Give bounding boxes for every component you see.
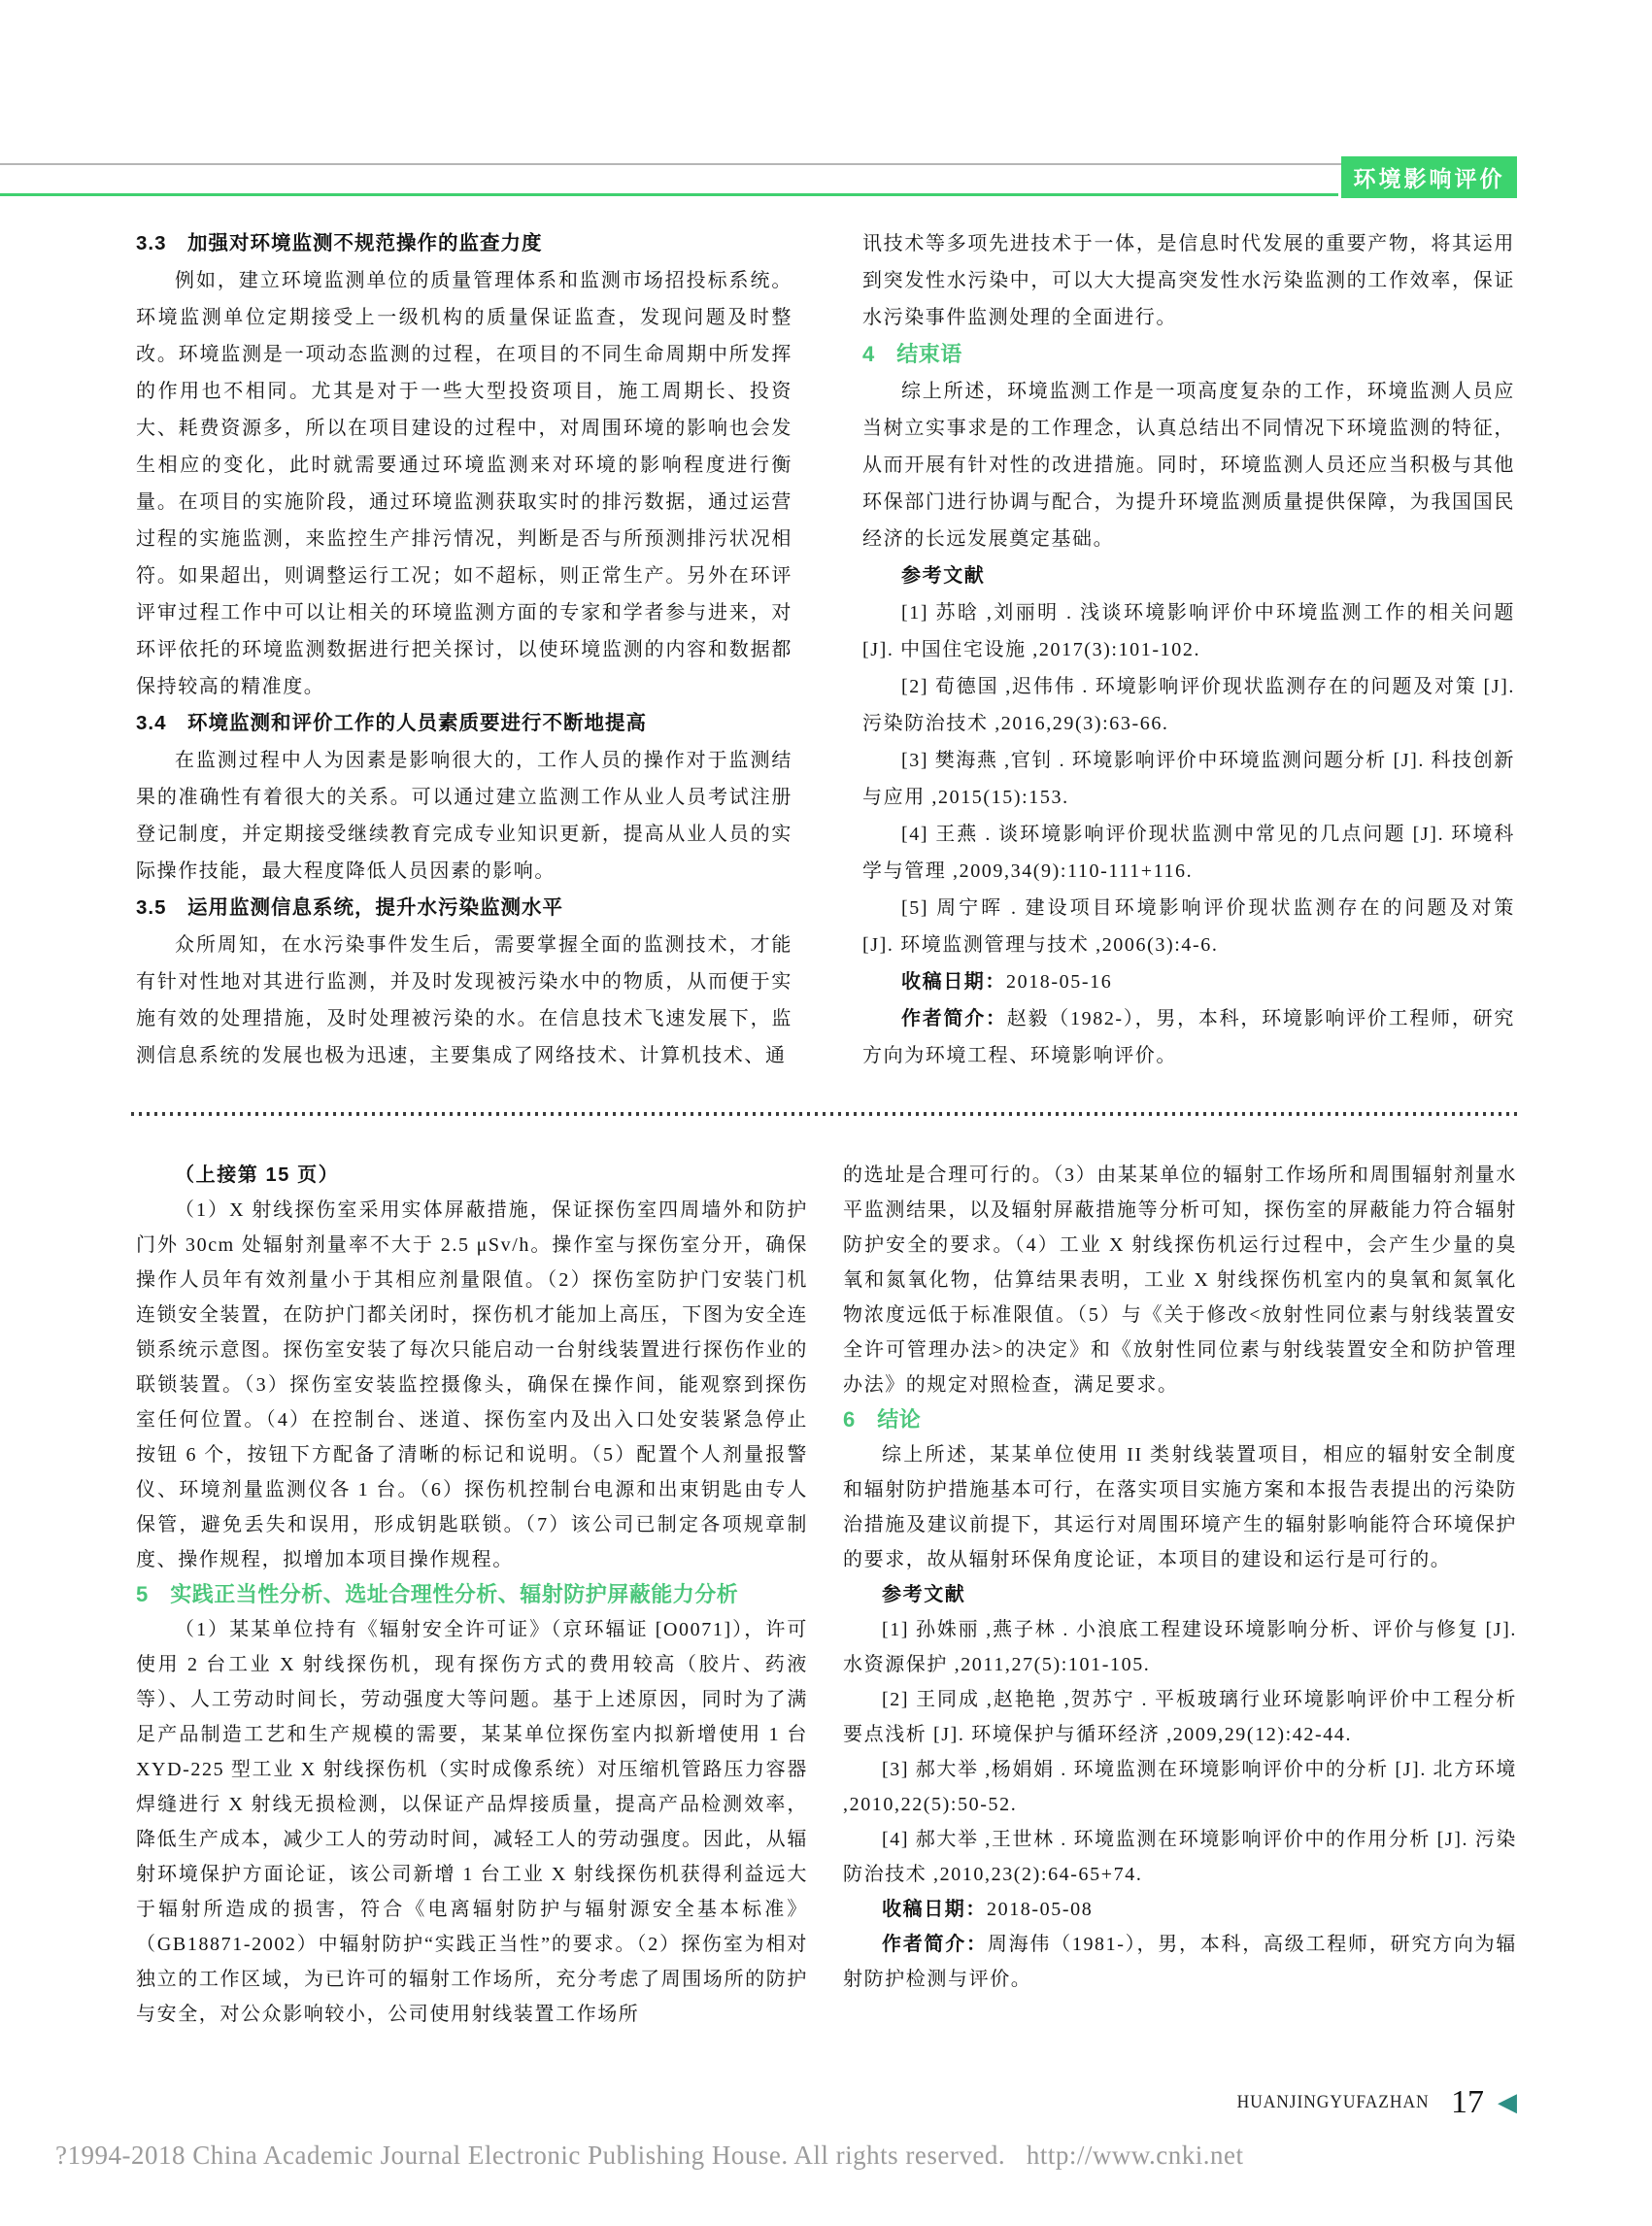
upper-section [136, 225, 1515, 1074]
reference-item: [4] 王燕 . 谈环境影响评价现状监测中常见的几点问题 [J]. 环境科学与管理 ,2009,34(9):110-111+116. [862, 824, 1515, 882]
paragraph-3-3: 例如，建立环境监测单位的质量管理体系和监测市场招投标系统。环境监测单位定期接受上一级机构的质量保证监查，发现问题及时整改。环境监测是一项动态监测的过程，在项目的不同生命周期中所发挥的作用也不相同。尤其是对于一些大型投资项目，施工周期长、投资大、耗费资源多，所以在项目建设的过程中，对周围环境的影响也会发生相应的变化，此时就需要通过环境监测来对环境的影响程度进行衡量。在项目的实施阶段，通过环境监测获取实时的排污数据，通过运营过程的实施监测，来监控生产排污情况，判断是否与所预测排污状况相符。如果超出，则调整运行工况；如不超标，则正常生产。另外在环评评审过程工作中可以让相关的环境监测方面的专家和学者参与进来，对环评依托的环境监测数据进行把关探讨，以使环境监测的内容和数据都保持较高的精准度。 [136, 270, 792, 697]
section-heading-4: 4 结束语 [862, 342, 962, 366]
received-date-2-value: 2018-05-08 [987, 1899, 1094, 1920]
author-bio [862, 1000, 1515, 1074]
lower-right-column [843, 1158, 1517, 2032]
author-bio-value: 赵毅（1982-），男，本科，环境影响评价工程师，研究方向为环境工程、环境影响评价。 [862, 1008, 1515, 1066]
received-date [862, 963, 1515, 1000]
received-date-2 [843, 1892, 1517, 1927]
upper-left-column [136, 225, 792, 1074]
journal-mark: HUANJINGYUFAZHAN [1236, 2092, 1430, 2112]
page-marker-triangle-icon: ◀ [1498, 2088, 1517, 2116]
upper-right-column [862, 225, 1515, 1074]
continued-paragraph: 讯技术等多项先进技术于一体，是信息时代发展的重要产物，将其运用到突发性水污染中，可以大大提高突发性水污染监测的工作效率，保证水污染事件监测处理的全面进行。 [862, 233, 1515, 328]
author-bio-label: 作者简介： [901, 1008, 1007, 1029]
reference-item: [2] 荀德国 ,迟伟伟 . 环境影响评价现状监测存在的问题及对策 [J]. 污染防治技术 ,2016,29(3):63-66. [862, 676, 1515, 734]
received-date-label: 收稿日期： [901, 971, 1006, 993]
reference-item: [5] 周宁晖 . 建设项目环境影响评价现状监测存在的问题及对策 [J]. 环境监测管理与技术 ,2006(3):4-6. [862, 897, 1515, 956]
footer [0, 2084, 1517, 2121]
author-bio-2-label: 作者简介： [882, 1934, 988, 1955]
header-rule-gray [0, 163, 1341, 165]
continued-paragraph-2: 的选址是合理可行的。（3）由某某单位的辐射工作场所和周围辐射剂量水平监测结果，以及辐射屏蔽措施等分析可知，探伤室的屏蔽能力符合辐射防护安全的要求。（4）工业 X 射线探伤机运行过程中，会产生少量的臭氧和氮氧化物，估算结果表明，工业 X 射线探伤机室内的臭氧和氮氧化物浓度远低于标准限值。（5）与《关于修改<放射性同位素与射线装置安全许可管理办法>的决定》和《放射性同位素与射线装置安全和防护管理办法》的规定对照检查，满足要求。 [843, 1164, 1517, 1396]
paragraph-5: （1）某某单位持有《辐射安全许可证》（京环辐证 [O0071]），许可使用 2 台工业 X 射线探伤机，现有探伤方式的费用较高（胶片、药液等）、人工劳动时间长，劳动强度大等问题。基于上述原因，同时为了满足产品制造工艺和生产规模的需要，某某单位探伤室内拟新增使用 1 台 XYD-225 型工业 X 射线探伤机（实时成像系统）对压缩机管路压力容器焊缝进行 X 射线无损检测，以保证产品焊接质量，提高产品检测效率，降低生产成本，减少工人的劳动时间，减轻工人的劳动强度。因此，从辐射环境保护方面论证，该公司新增 1 台工业 X 射线探伤机获得利益远大于辐射所造成的损害，符合《电离辐射防护与辐射源安全基本标准》（GB18871-2002）中辐射防护“实践正当性”的要求。（2）探伤室为相对独立的工作区域，为已许可的辐射工作场所，充分考虑了周围场所的防护与安全，对公众影响较小，公司使用射线装置工作场所 [136, 1619, 808, 2025]
author-bio-2-value: 周海伟（1981-），男，本科，高级工程师，研究方向为辐射防护检测与评价。 [843, 1934, 1517, 1990]
lower-section [136, 1158, 1517, 2032]
reference-item: [3] 郝大举 ,杨娟娟 . 环境监测在环境影响评价中的分析 [J]. 北方环境 ,2010,22(5):50-52. [843, 1759, 1517, 1815]
reference-item: [1] 苏晗 ,刘丽明 . 浅谈环境影响评价中环境监测工作的相关问题 [J]. 中国住宅设施 ,2017(3):101-102. [862, 602, 1515, 660]
category-tag: 环境影响评价 [1341, 156, 1517, 198]
paragraph-4: 综上所述，环境监测工作是一项高度复杂的工作，环境监测人员应当树立实事求是的工作理念，认真总结出不同情况下环境监测的特征，从而开展有针对性的改进措施。同时，环境监测人员还应当积极与其他环保部门进行协调与配合，为提升环境监测质量提供保障，为我国国民经济的长远发展奠定基础。 [862, 381, 1515, 550]
received-date-2-label: 收稿日期： [882, 1899, 987, 1920]
section-heading-3-4: 3.4 环境监测和评价工作的人员素质要进行不断地提高 [136, 712, 647, 734]
paragraph-3-4: 在监测过程中人为因素是影响很大的，工作人员的操作对于监测结果的准确性有着很大的关系。可以通过建立监测工作从业人员考试注册登记制度，并定期接受继续教育完成专业知识更新，提高从业人员的实际操作技能，最大程度降低人员因素的影响。 [136, 750, 792, 882]
reference-item: [4] 郝大举 ,王世林 . 环境监测在环境影响评价中的作用分析 [J]. 污染防治技术 ,2010,23(2):64-65+74. [843, 1829, 1517, 1885]
section-heading-5: 5 实践正当性分析、选址合理性分析、辐射防护屏蔽能力分析 [136, 1582, 739, 1606]
reference-item: [1] 孙姝丽 ,燕子林 . 小浪底工程建设环境影响分析、评价与修复 [J]. 水资源保护 ,2011,27(5):101-105. [843, 1619, 1517, 1675]
reference-item: [2] 王同成 ,赵艳艳 ,贺苏宁 . 平板玻璃行业环境影响评价中工程分析要点浅析 [J]. 环境保护与循环经济 ,2009,29(12):42-44. [843, 1689, 1517, 1745]
section-heading-3-3: 3.3 加强对环境监测不规范操作的监查力度 [136, 232, 543, 254]
reference-item: [3] 樊海燕 ,官钊 . 环境影响评价中环境监测问题分析 [J]. 科技创新与应用 ,2015(15):153. [862, 750, 1515, 808]
paragraph-safety-measures: （1）X 射线探伤室采用实体屏蔽措施，保证探伤室四周墙外和防护门外 30cm 处辐射剂量率不大于 2.5 μSv/h。操作室与探伤室分开，确保操作人员年有效剂量小于其相应剂量限值。（2）探伤室防护门安装门机连锁安全装置，在防护门都关闭时，探伤机才能加上高压，下图为安全连锁系统示意图。探伤室安装了每次只能启动一台射线装置进行探伤作业的联锁装置。（3）探伤室安装监控摄像头，确保在操作间，能观察到探伤室任何位置。（4）在控制台、迷道、探伤室内及出入口处安装紧急停止按钮 6 个，按钮下方配备了清晰的标记和说明。（5）配置个人剂量报警仪、环境剂量监测仪各 1 台。（6）探伤机控制台电源和出束钥匙由专人保管，避免丢失和误用，形成钥匙联锁。（7）该公司已制定各项规章制度、操作规程，拟增加本项目操作规程。 [136, 1199, 808, 1570]
references-heading-2 [843, 1577, 1517, 1612]
section-divider [131, 1112, 1520, 1116]
header-rule-green [0, 193, 1338, 196]
copyright-line: ?1994-2018 China Academic Journal Electronic Publishing House. All rights reserved. http://www.cnki.net [55, 2141, 1244, 2170]
references-heading [862, 557, 1515, 594]
section-heading-3-5: 3.5 运用监测信息系统，提升水污染监测水平 [136, 896, 563, 919]
references-heading-label: 参考文献 [901, 565, 986, 587]
section-heading-6: 6 结论 [843, 1407, 922, 1432]
page-number: 17 [1451, 2084, 1484, 2120]
paragraph-6: 综上所述，某某单位使用 II 类射线装置项目，相应的辐射安全制度和辐射防护措施基本可行，在落实项目实施方案和本报告表提出的污染防治措施及建议前提下，其运行对周围环境产生的辐射影响能符合环境保护的要求，故从辐射环保角度论证，本项目的建设和运行是可行的。 [843, 1444, 1517, 1570]
paragraph-3-5: 众所周知，在水污染事件发生后，需要掌握全面的监测技术，才能有针对性地对其进行监测，并及时发现被污染水中的物质，从而便于实施有效的处理措施，及时处理被污染的水。在信息技术飞速发展下，监测信息系统的发展也极为迅速，主要集成了网络技术、计算机技术、通 [136, 934, 792, 1066]
lower-left-column [136, 1158, 808, 2032]
references-heading-2-label: 参考文献 [882, 1584, 966, 1605]
received-date-value: 2018-05-16 [1006, 971, 1113, 993]
continued-from-note: （上接第 15 页） [175, 1164, 340, 1186]
author-bio-2 [843, 1927, 1517, 1997]
